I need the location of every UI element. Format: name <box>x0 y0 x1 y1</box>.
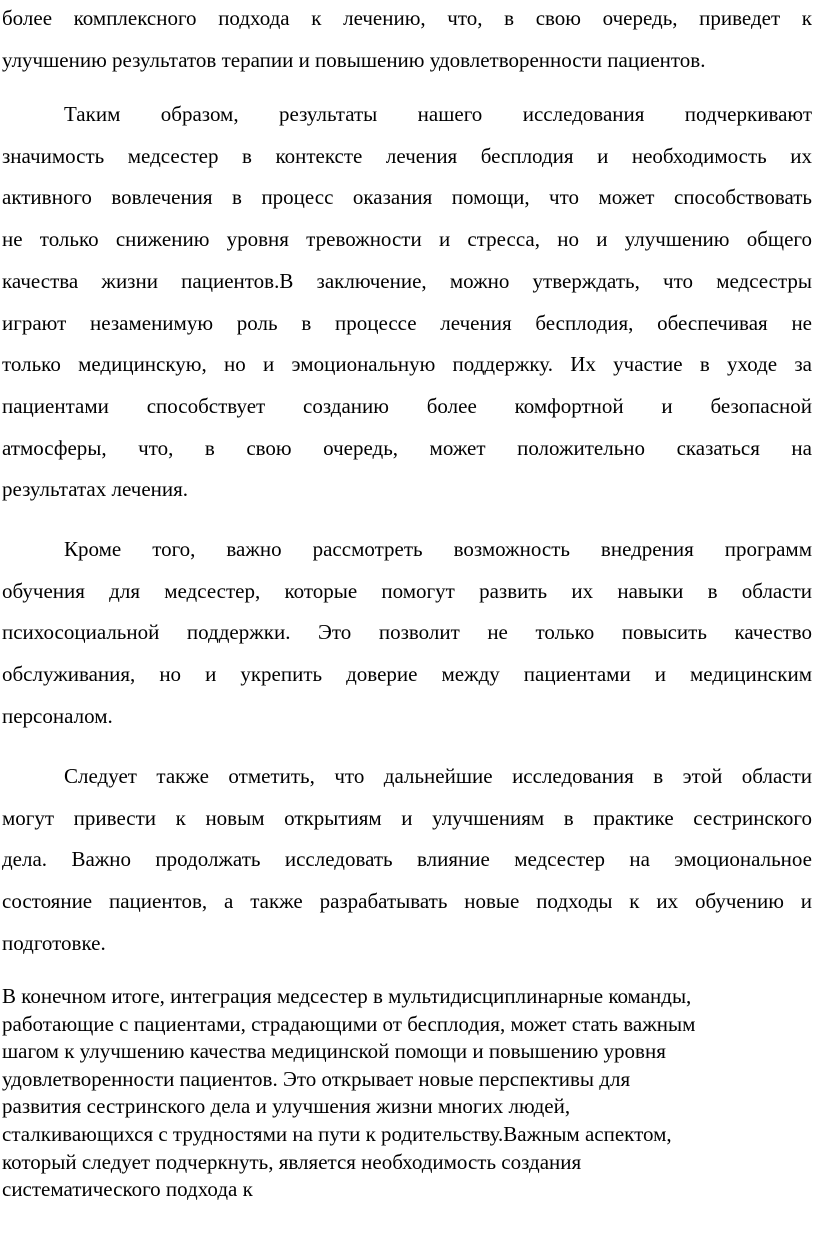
text-line: обучения для медсестер, которые помогут развить их навыки в области <box>2 578 812 603</box>
text-line: улучшению результатов терапии и повышению удовлетворенности пациентов. <box>2 47 706 72</box>
text-line: который следует подчеркнуть, является необходимость создания <box>2 1149 582 1174</box>
text-line: атмосферы, что, в свою очередь, может положительно сказаться на <box>2 435 812 460</box>
text-line: состояние пациентов, а также разрабатывать новые подходы к их обучению и <box>2 889 812 914</box>
text-line: не только снижению уровня тревожности и стресса, но и улучшению общего <box>2 227 812 252</box>
text-line: обслуживания, но и укрепить доверие между пациентами и медицинским <box>2 662 812 687</box>
text-line: развития сестринского дела и улучшения жизни многих людей, <box>2 1094 571 1119</box>
text-line: значимость медсестер в контексте лечения бесплодия и необходимость их <box>2 143 812 168</box>
text-line: В конечном итоге, интеграция медсестер в мультидисциплинарные команды, <box>2 984 692 1008</box>
paragraph-continuation <box>2 0 812 81</box>
text-line: пациентами способствует созданию более комфортной и безопасной <box>2 393 812 418</box>
text-line: более комплексного подхода к лечению, что, в свою очередь, приведет к <box>2 6 812 30</box>
text-line: психосоциальной поддержки. Это позволит не только повысить качество <box>2 620 812 645</box>
paragraph-training <box>2 529 812 738</box>
text-line: Таким образом, результаты нашего исследования подчеркивают <box>64 102 812 126</box>
text-line: Следует также отметить, что дальнейшие исследования в этой области <box>64 764 812 788</box>
text-line: работающие с пациентами, страдающими от бесплодия, может стать важным <box>2 1011 696 1036</box>
paragraph-further-research <box>2 756 812 965</box>
text-line: только медицинскую, но и эмоциональную поддержку. Их участие в уходе за <box>2 352 812 377</box>
text-line: персоналом. <box>2 703 113 728</box>
text-line: удовлетворенности пациентов. Это открывает новые перспективы для <box>2 1066 631 1091</box>
text-line: активного вовлечения в процесс оказания помощи, что может способствовать <box>2 185 812 210</box>
paragraph-conclusion <box>2 94 812 511</box>
text-line: дела. Важно продолжать исследовать влияние медсестер на эмоциональное <box>2 847 812 872</box>
text-line: шагом к улучшению качества медицинской помощи и повышению уровня <box>2 1039 666 1064</box>
text-line: играют незаменимую роль в процессе лечения бесплодия, обеспечивая не <box>2 310 812 335</box>
text-line: качества жизни пациентов.В заключение, можно утверждать, что медсестры <box>2 268 812 293</box>
text-line: сталкивающихся с трудностями на пути к родительству.Важным аспектом, <box>2 1121 672 1146</box>
text-line: могут привести к новым открытиям и улучшениям в практике сестринского <box>2 805 812 830</box>
text-line: подготовке. <box>2 930 106 955</box>
text-line: систематического подхода к <box>2 1177 253 1202</box>
paragraph-final <box>2 983 812 1204</box>
text-line: Кроме того, важно рассмотреть возможность внедрения программ <box>64 537 812 561</box>
text-line: результатах лечения. <box>2 477 189 502</box>
